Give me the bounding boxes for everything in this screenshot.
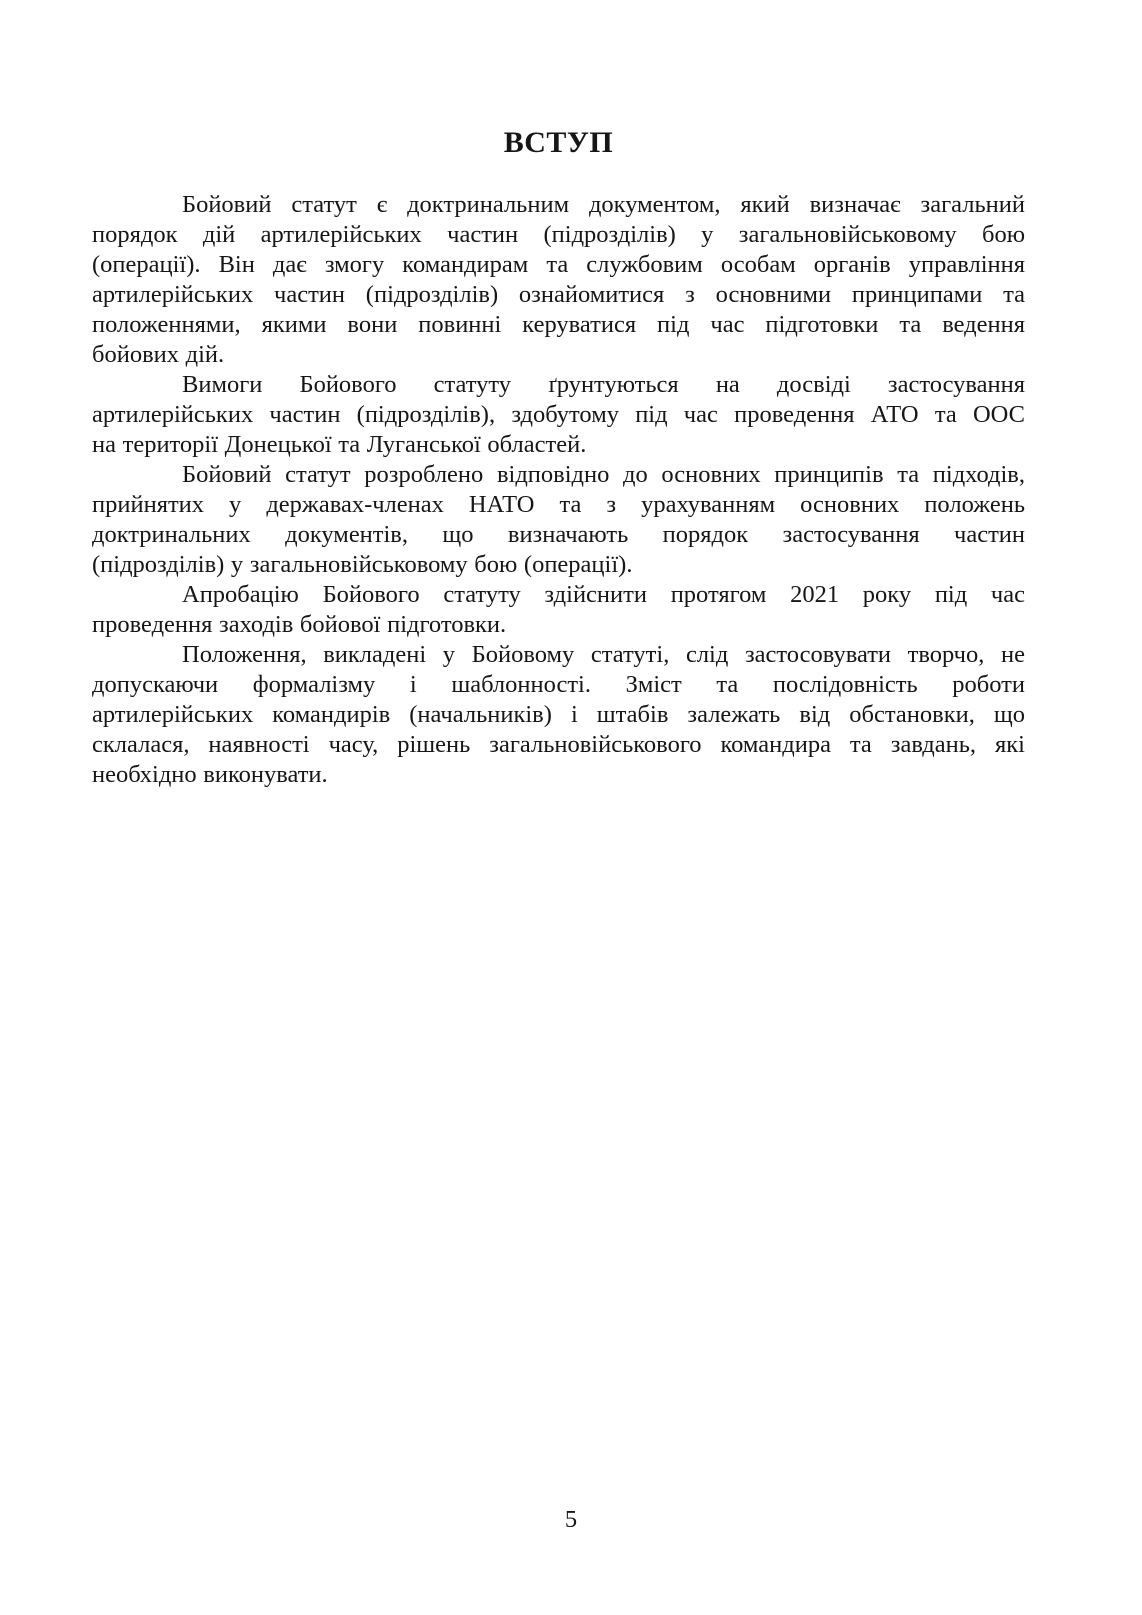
paragraph-line: бойових дій. [92,341,225,368]
paragraph [92,580,1025,640]
paragraph [92,370,1025,460]
paragraph-line: проведення заходів бойової підготовки. [92,611,507,638]
paragraph-line: доктринальних документів, що визначають порядок застосування частин [92,521,1025,548]
paragraph [92,640,1025,790]
paragraph-line: (підрозділів) у загальновійськовому бою (операції). [92,551,633,578]
page-number: 5 [564,1506,578,1533]
paragraph-line: порядок дій артилерійських частин (підрозділів) у загальновійськовому бою [92,221,1025,248]
paragraph-line: Бойовий статут розроблено відповідно до основних принципів та підходів, [182,461,1025,488]
paragraph-line: Положення, викладені у Бойовому статуті, слід застосовувати творчо, не [182,641,1025,668]
paragraph-line: на території Донецької та Луганської областей. [92,431,587,458]
paragraph-line: необхідно виконувати. [92,761,328,788]
paragraph [92,460,1025,580]
paragraph-line: склалася, наявності часу, рішень загальновійськового командира та завдань, які [92,731,1025,758]
paragraph-line: прийнятих у державах-членах НАТО та з урахуванням основних положень [92,491,1025,518]
paragraph-line: допускаючи формалізму і шаблонності. Зміст та послідовність роботи [92,671,1025,698]
document-content [92,126,1025,790]
paragraph [92,190,1025,370]
paragraph-line: Бойовий статут є доктринальним документом, який визначає загальний [182,191,1025,218]
paragraph-line: положеннями, якими вони повинні керуватися під час підготовки та ведення [92,311,1025,338]
paragraph-line: артилерійських частин (підрозділів), здобутому під час проведення АТО та ООС [92,401,1025,428]
paragraphs [92,190,1025,790]
paragraph-line: артилерійських частин (підрозділів) ознайомитися з основними принципами та [92,281,1025,308]
paragraph-line: Вимоги Бойового статуту ґрунтуються на досвіді застосування [182,371,1025,398]
page-title: ВСТУП [503,126,614,159]
paragraph-line: артилерійських командирів (начальників) і штабів залежать від обстановки, що [92,701,1025,728]
paragraph-line: (операції). Він дає змогу командирам та службовим особам органів управління [92,251,1025,278]
paragraph-line: Апробацію Бойового статуту здійснити протягом 2021 року під час [182,581,1025,608]
